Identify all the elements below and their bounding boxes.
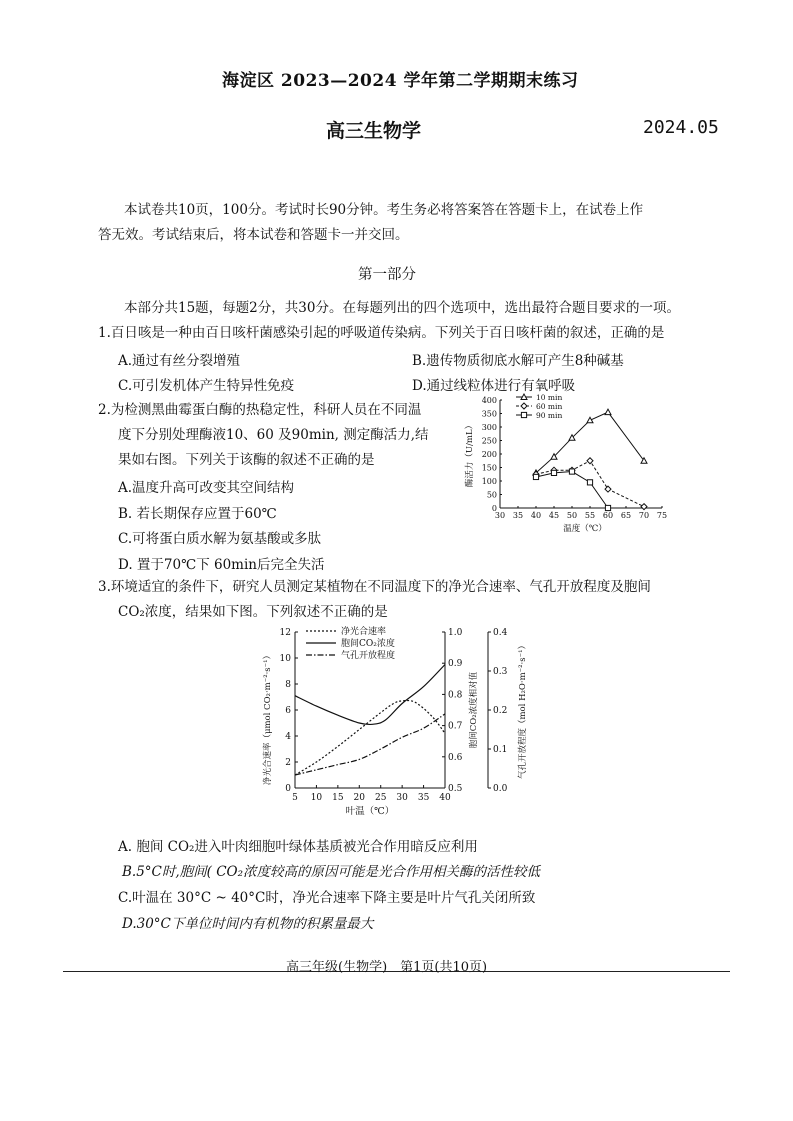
data-point bbox=[533, 474, 538, 479]
x-tick-label: 15 bbox=[332, 793, 344, 803]
data-point bbox=[569, 469, 574, 474]
y-tick-label: 350 bbox=[481, 409, 497, 419]
legend-marker bbox=[521, 412, 526, 417]
data-point bbox=[605, 486, 611, 492]
instructions-line-1: 本试卷共10页，100分。考试时长90分钟。考生务必将答案答在答题卡上，在试卷上作 bbox=[124, 202, 644, 218]
x-tick-label: 55 bbox=[584, 511, 596, 520]
y-mid-tick-label: 0.6 bbox=[448, 752, 463, 763]
instructions-line-2: 答无效。考试结束后，将本试卷和答题卡一并交回。 bbox=[98, 227, 409, 243]
x-tick-label: 60 bbox=[602, 511, 614, 520]
x-tick-label: 45 bbox=[548, 511, 560, 520]
exam-date: 2024.05 bbox=[643, 117, 719, 138]
data-point bbox=[605, 409, 611, 415]
y-right-tick-label: 0.1 bbox=[493, 745, 508, 755]
q1-option-c: C.可引发机体产生特异性免疫 bbox=[118, 378, 295, 394]
x-tick-label: 65 bbox=[620, 511, 632, 520]
q1-stem: 1.百日咳是一种由百日咳杆菌感染引起的呼吸道传染病。下列关于百日咳杆菌的叙述，正确的是 bbox=[98, 325, 665, 341]
y-axis-label: 酶活力（U/mL） bbox=[465, 420, 475, 488]
y-right-tick-label: 0.3 bbox=[493, 667, 508, 677]
series-line-2 bbox=[536, 472, 608, 508]
q1-option-d: D.通过线粒体进行有氧呼吸 bbox=[412, 378, 576, 394]
x-tick-label: 30 bbox=[396, 793, 408, 803]
y-left-tick-label: 2 bbox=[285, 758, 291, 768]
y-mid-tick-label: 0.5 bbox=[448, 784, 463, 794]
x-tick-label: 30 bbox=[494, 511, 506, 520]
y-tick-label: 300 bbox=[481, 423, 497, 432]
y-right-tick-label: 0.4 bbox=[493, 628, 508, 638]
x-tick-label: 10 bbox=[310, 793, 323, 803]
legend-marker bbox=[521, 403, 527, 409]
x-tick-label: 20 bbox=[353, 793, 366, 803]
q2-option-a: A.温度升高可改变其空间结构 bbox=[118, 480, 295, 496]
y-mid-tick-label: 0.7 bbox=[448, 721, 463, 732]
y-left-tick-label: 6 bbox=[285, 706, 291, 716]
y-mid-tick-label: 0.8 bbox=[448, 690, 463, 701]
q3-option-a: A. 胞间 CO₂进入叶肉细胞叶绿体基质被光合作用暗反应利用 bbox=[118, 839, 478, 855]
y-tick-label: 400 bbox=[481, 396, 497, 405]
x-tick-label: 35 bbox=[417, 793, 430, 803]
data-point bbox=[605, 505, 610, 510]
series-curve-2 bbox=[295, 714, 445, 775]
y-left-axis-label: 净光合速率（μmol CO₂·m⁻²·s⁻¹） bbox=[263, 650, 273, 786]
legend-label: 60 min bbox=[536, 402, 563, 411]
y-mid-tick-label: 0.9 bbox=[448, 659, 463, 670]
y-left-tick-label: 12 bbox=[279, 628, 291, 638]
series-curve-1 bbox=[295, 665, 445, 725]
q2-stem-3: 果如右图。下列关于该酶的叙述不正确的是 bbox=[118, 452, 375, 468]
legend-label: 90 min bbox=[536, 411, 563, 420]
x-tick-label: 75 bbox=[656, 511, 668, 520]
q2-option-b: B. 若长期保存应置于60℃ bbox=[118, 506, 277, 522]
x-axis-label: 叶温（℃） bbox=[345, 806, 395, 817]
q2-option-c: C.可将蛋白质水解为氨基酸或多肽 bbox=[118, 531, 322, 547]
photosynthesis-chart bbox=[258, 623, 538, 823]
x-tick-label: 5 bbox=[292, 793, 298, 803]
exam-title: 海淀区 2023—2024 学年第二学期期末练习 bbox=[222, 71, 579, 91]
x-tick-label: 40 bbox=[530, 511, 542, 520]
q3-option-b: B.5°C时,胞间( CO₂浓度较高的原因可能是光合作用相关酶的活性较低 bbox=[122, 864, 541, 880]
x-axis-label: 温度（℃） bbox=[563, 524, 607, 534]
y-left-tick-label: 0 bbox=[285, 784, 291, 794]
x-tick-label: 25 bbox=[374, 793, 387, 803]
q2-option-d: D. 置于70℃下 60min后完全失活 bbox=[118, 557, 325, 573]
q2-stem-1: 2.为检测黑曲霉蛋白酶的热稳定性，科研人员在不同温 bbox=[98, 402, 422, 418]
enzyme-activity-chart bbox=[462, 392, 674, 534]
x-tick-label: 50 bbox=[566, 511, 578, 520]
y-tick-label: 150 bbox=[481, 463, 497, 473]
subject-title: 高三生物学 bbox=[326, 120, 422, 142]
data-point bbox=[641, 504, 647, 510]
legend-label: 净光合速率 bbox=[341, 627, 387, 637]
q3-option-d: D.30°C下单位时间内有机物的积累量最大 bbox=[122, 916, 374, 932]
x-tick-label: 35 bbox=[512, 511, 524, 520]
data-point bbox=[551, 470, 556, 475]
q3-stem-1: 3.环境适宜的条件下，研究人员测定某植物在不同温度下的净光合速率、气孔开放程度及胞间 bbox=[98, 579, 651, 595]
y-tick-label: 50 bbox=[486, 490, 497, 500]
y-left-tick-label: 10 bbox=[279, 654, 291, 664]
legend-label: 10 min bbox=[536, 393, 563, 402]
legend-label: 气孔开放程度 bbox=[341, 651, 396, 661]
y-mid-tick-label: 1.0 bbox=[448, 628, 463, 638]
q3-option-c: C.叶温在 30°C ~ 40°C时，净光合速率下降主要是叶片气孔关闭所致 bbox=[118, 890, 536, 906]
q2-stem-2: 度下分别处理酶液10、60 及90min, 测定酶活力,结 bbox=[118, 427, 429, 443]
x-tick-label: 40 bbox=[439, 793, 451, 803]
y-right-axis-label: 气孔开放程度（mol H₂O·m⁻²·s⁻¹） bbox=[518, 640, 528, 780]
y-right-tick-label: 0.0 bbox=[493, 784, 508, 794]
x-tick-label: 70 bbox=[638, 511, 650, 520]
y-mid-axis-label: 胞间CO₂浓度相对值 bbox=[469, 671, 479, 749]
q1-option-a: A.通过有丝分裂增殖 bbox=[118, 353, 241, 369]
page-footer: 高三年级(生物学) 第1页(共10页) bbox=[286, 960, 488, 975]
q3-stem-2: CO₂浓度，结果如下图。下列叙述不正确的是 bbox=[118, 604, 388, 620]
data-point bbox=[587, 417, 593, 423]
data-point bbox=[587, 480, 592, 485]
data-point bbox=[587, 458, 593, 464]
y-tick-label: 100 bbox=[481, 477, 497, 486]
part-heading: 第一部分 bbox=[358, 267, 416, 283]
q1-option-b: B.遗传物质彻底水解可产生8种碱基 bbox=[412, 353, 624, 369]
y-left-tick-label: 4 bbox=[285, 732, 291, 742]
legend-label: 胞间CO₂浓度 bbox=[341, 639, 395, 649]
y-right-tick-label: 0.2 bbox=[493, 706, 508, 716]
series-curve-0 bbox=[295, 700, 445, 775]
part-intro: 本部分共15题，每题2分，共30分。在每题列出的四个选项中，选出最符合题目要求的一项。 bbox=[124, 300, 680, 316]
y-tick-label: 200 bbox=[481, 450, 497, 459]
y-tick-label: 250 bbox=[481, 436, 497, 446]
y-tick-label: 0 bbox=[491, 504, 497, 513]
y-left-tick-label: 8 bbox=[285, 680, 291, 690]
